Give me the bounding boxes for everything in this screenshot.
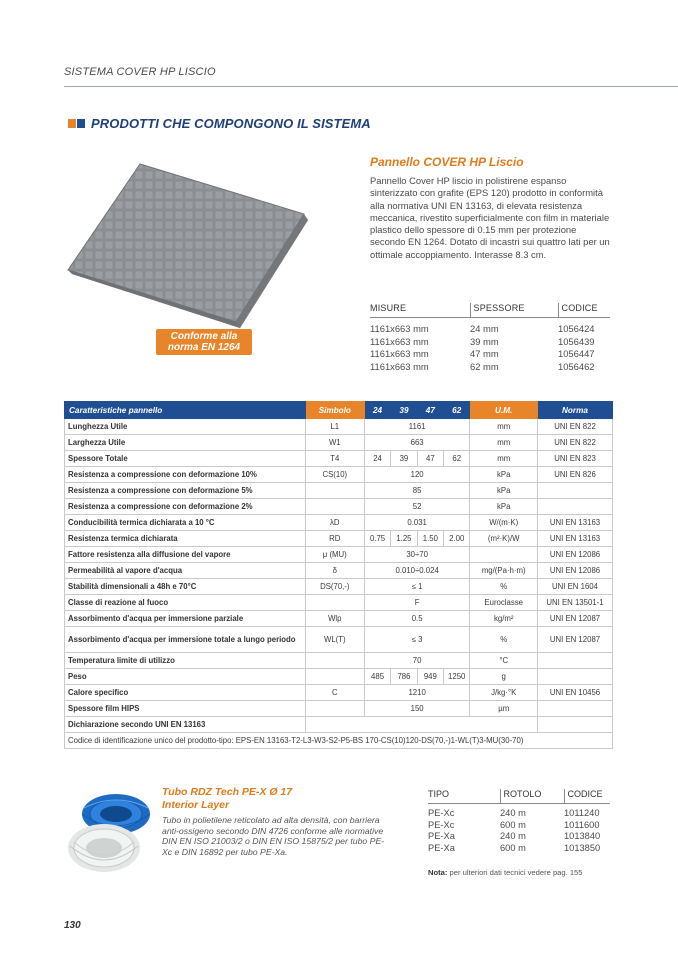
row-name: Conducibilità termica dichiarata a 10 °C [65,515,306,531]
row-name: Assorbimento d'acqua per immersione totale a lungo periodo [65,627,306,653]
row-norm: UNI EN 10456 [537,685,612,701]
row-name: Spessore film HIPS [65,701,306,717]
product-title: Pannello COVER HP Liscio [370,155,524,169]
row-um: mm [470,451,538,467]
pipe-title [162,786,392,811]
table-row [65,467,613,483]
pipe-cell: 240 m [500,831,526,841]
row-symbol: RD [305,531,364,547]
characteristics-table [64,401,613,749]
row-norm: UNI EN 12086 [537,547,612,563]
row-value-39: 39 [391,451,417,467]
col-header-39: 39 [391,402,417,419]
row-symbol: WL(T) [305,627,364,653]
row-norm: UNI EN 13501-1 [537,595,612,611]
row-um: kPa [470,483,538,499]
spec-cell: 1161x663 mm [370,360,429,372]
row-norm: UNI EN 12087 [537,627,612,653]
pipe-cell: 600 m [500,819,526,830]
row-value: 0.031 [364,515,470,531]
row-um: Euroclasse [470,595,538,611]
pipe-title-line-1: Tubo RDZ Tech PE-X Ø 17 [162,786,293,798]
row-value [305,717,537,733]
row-value-24: 0.75 [364,531,390,547]
row-value: 30÷70 [364,547,470,563]
table-row [65,669,613,685]
spec-cell: 1161x663 mm [370,323,429,334]
row-name: Calore specifico [65,685,306,701]
row-norm: UNI EN 826 [537,467,612,483]
row-symbol: T4 [305,451,364,467]
row-value: ≤ 3 [364,627,470,653]
row-um: J/kg·°K [470,685,538,701]
row-symbol [305,653,364,669]
section-mark-icon [68,119,85,128]
row-value: 0.5 [364,611,470,627]
row-um: kPa [470,467,538,483]
table-row [65,451,613,467]
row-name: Dichiarazione secondo UNI EN 13163 [65,717,306,733]
row-value: 120 [364,467,470,483]
row-symbol [305,483,364,499]
row-symbol [305,499,364,515]
pipe-cell: 600 m [500,842,526,853]
spec-cell: 1161x663 mm [370,348,429,359]
pipe-cell: 1011240 [564,808,600,818]
table-row [65,499,613,515]
row-symbol [305,669,364,685]
row-um: mm [470,419,538,435]
section-title: PRODOTTI CHE COMPONGONO IL SISTEMA [91,116,371,131]
norm-badge [156,329,252,355]
row-value: 0.010÷0.024 [364,563,470,579]
pipe-cell: PE-Xa [428,831,455,841]
row-norm [537,701,612,717]
row-name: Resistenza a compressione con deformazione 2% [65,499,306,515]
row-norm: UNI EN 1604 [537,579,612,595]
row-symbol: W1 [305,435,364,451]
row-um: W/(m·K) [470,515,538,531]
row-norm [537,717,612,733]
pipe-cell: PE-Xc [428,819,455,830]
row-name: Larghezza Utile [65,435,306,451]
row-value: 150 [364,701,470,717]
badge-line-1: Conforme alla [170,331,238,342]
row-norm: UNI EN 13163 [537,515,612,531]
pipe-title-line-2: Interior Layer [162,798,230,811]
row-symbol [305,701,364,717]
table-row [65,733,613,749]
pipe-cell: 1013850 [564,842,601,853]
table-row [65,563,613,579]
pipe-cell: PE-Xc [428,808,455,818]
row-symbol: μ (MU) [305,547,364,563]
row-symbol: L1 [305,419,364,435]
row-value: 1210 [364,685,470,701]
product-code-line: Codice di identificazione unico del prodotto-tipo: EPS-EN 13163-T2-L3-W3-S2-P5-BS 170-CS(10)120-DS(70,-)1-WL(T)3-MU(30-70) [65,733,613,749]
row-name: Stabilità dimensionali a 48h e 70°C [65,579,306,595]
product-spec-table [370,303,610,373]
spec-cell: 39 mm [470,335,499,347]
pipe-cell: PE-Xa [428,842,455,853]
pipe-note [428,868,583,877]
row-value: 1161 [364,419,470,435]
pipe-header-rotolo: ROTOLO [500,789,564,804]
row-name: Fattore resistenza alla diffusione del vapore [65,547,306,563]
note-label: Nota: [428,868,448,877]
row-value-62: 1250 [444,669,470,685]
row-norm: UNI EN 12086 [537,563,612,579]
row-value: 52 [364,499,470,515]
row-norm: UNI EN 12087 [537,611,612,627]
table-row [65,579,613,595]
row-value-39: 1.25 [391,531,417,547]
row-value-62: 2.00 [444,531,470,547]
row-value-24: 24 [364,451,390,467]
table-row [65,611,613,627]
col-header-norm: Norma [537,402,612,419]
table-row [65,435,613,451]
header-divider [64,86,678,87]
row-value-47: 1.50 [417,531,443,547]
pipe-description: Tubo in polietilene reticolato ad alta densità, con barriera anti-ossigeno secondo DIN 4726 conforme alle normative DIN EN ISO 21003/2 o DIN EN ISO 15875/2 per tubo PE-Xc e DIN 16892 per tubo PE-Xa. [162,815,385,858]
row-norm [537,483,612,499]
col-header-62: 62 [444,402,470,419]
spec-cell: 1056424 [558,323,595,334]
pipe-cell: 1011600 [564,819,600,830]
badge-line-2: norma EN 1264 [167,342,241,353]
spec-header-misure: MISURE [370,303,470,318]
row-name: Spessore Totale [65,451,306,467]
running-header: SISTEMA COVER HP LISCIO [64,66,216,78]
row-value: 85 [364,483,470,499]
table-row [428,804,610,820]
row-symbol: Wlp [305,611,364,627]
row-um [470,547,538,563]
spec-cell: 1056439 [558,335,595,347]
table-row [65,717,613,733]
table-row [65,547,613,563]
row-norm [537,653,612,669]
table-row [65,653,613,669]
spec-cell: 47 mm [470,348,499,359]
row-um: % [470,579,538,595]
row-name: Permeabilità al vapore d'acqua [65,563,306,579]
row-name: Peso [65,669,306,685]
row-norm [537,669,612,685]
row-norm: UNI EN 822 [537,419,612,435]
panel-image [64,160,314,330]
page-number: 130 [64,920,81,931]
table-row [65,627,613,653]
table-row [65,419,613,435]
spec-cell: 1056447 [558,348,595,359]
row-name: Lunghezza Utile [65,419,306,435]
table-row [370,336,610,349]
row-norm [537,499,612,515]
spec-cell: 24 mm [470,323,499,334]
row-name: Resistenza a compressione con deformazione 10% [65,467,306,483]
col-header-47: 47 [417,402,443,419]
row-symbol [305,595,364,611]
table-row [428,820,610,832]
row-norm: UNI EN 822 [537,435,612,451]
table-row [370,348,610,361]
row-um: (m²·K)/W [470,531,538,547]
row-um: mg/(Pa·h·m) [470,563,538,579]
row-value: ≤ 1 [364,579,470,595]
col-header-24: 24 [364,402,390,419]
row-value: F [364,595,470,611]
spec-cell: 1161x663 mm [370,335,429,347]
row-um: µm [470,701,538,717]
spec-header-spessore: SPESSORE [470,303,558,318]
spec-cell: 1056462 [558,360,595,372]
pipe-table [428,789,610,854]
row-value-24: 485 [364,669,390,685]
row-symbol: DS(70,-) [305,579,364,595]
row-um: % [470,627,538,653]
note-text: per ulteriori dati tecnici vedere pag. 155 [449,868,583,877]
row-symbol: δ [305,563,364,579]
row-symbol: λD [305,515,364,531]
table-row [370,361,610,374]
col-header-um: U.M. [470,402,538,419]
row-name: Resistenza a compressione con deformazione 5% [65,483,306,499]
table-row [65,515,613,531]
table-row [65,685,613,701]
spec-cell: 62 mm [470,360,499,372]
row-value: 663 [364,435,470,451]
pipe-header-codice: CODICE [564,789,610,804]
section-heading [68,116,371,131]
row-um: g [470,669,538,685]
pipe-cell: 1013840 [564,831,601,841]
col-header-symbol: Simbolo [305,402,364,419]
row-value-39: 786 [391,669,417,685]
col-header-name: Caratteristiche pannello [65,402,306,419]
row-value-47: 47 [417,451,443,467]
table-row [370,318,610,336]
table-row [428,831,610,843]
row-value: 70 [364,653,470,669]
pipe-coil-image [64,786,156,878]
table-row [65,483,613,499]
row-value-47: 949 [417,669,443,685]
row-name: Classe di reazione al fuoco [65,595,306,611]
table-row [428,843,610,855]
row-um: kg/m² [470,611,538,627]
row-value-62: 62 [444,451,470,467]
pipe-header-tipo: TIPO [428,789,500,804]
row-symbol: CS(10) [305,467,364,483]
row-name: Temperatura limite di utilizzo [65,653,306,669]
row-name: Assorbimento d'acqua per immersione parziale [65,611,306,627]
row-symbol: C [305,685,364,701]
row-norm: UNI EN 13163 [537,531,612,547]
row-um: kPa [470,499,538,515]
product-description: Pannello Cover HP liscio in polistirene espanso sinterizzato con grafite (EPS 120) prodotto in conformità alla normativa UNI EN 13163, di elevata resistenza meccanica, rivestito superficialmente con film in materiale plastico dello spessore di 0.15 mm per protezione secondo EN 1264. Dotato di incastri sui quattro lati per un ottimale accoppiamento. Interasse 8.3 cm. [370,175,610,260]
pipe-cell: 240 m [500,808,526,818]
row-um: mm [470,435,538,451]
row-um: °C [470,653,538,669]
spec-header-codice: CODICE [558,303,610,318]
row-norm: UNI EN 823 [537,451,612,467]
table-row [65,595,613,611]
table-row [65,531,613,547]
row-name: Resistenza termica dichiarata [65,531,306,547]
table-row [65,701,613,717]
